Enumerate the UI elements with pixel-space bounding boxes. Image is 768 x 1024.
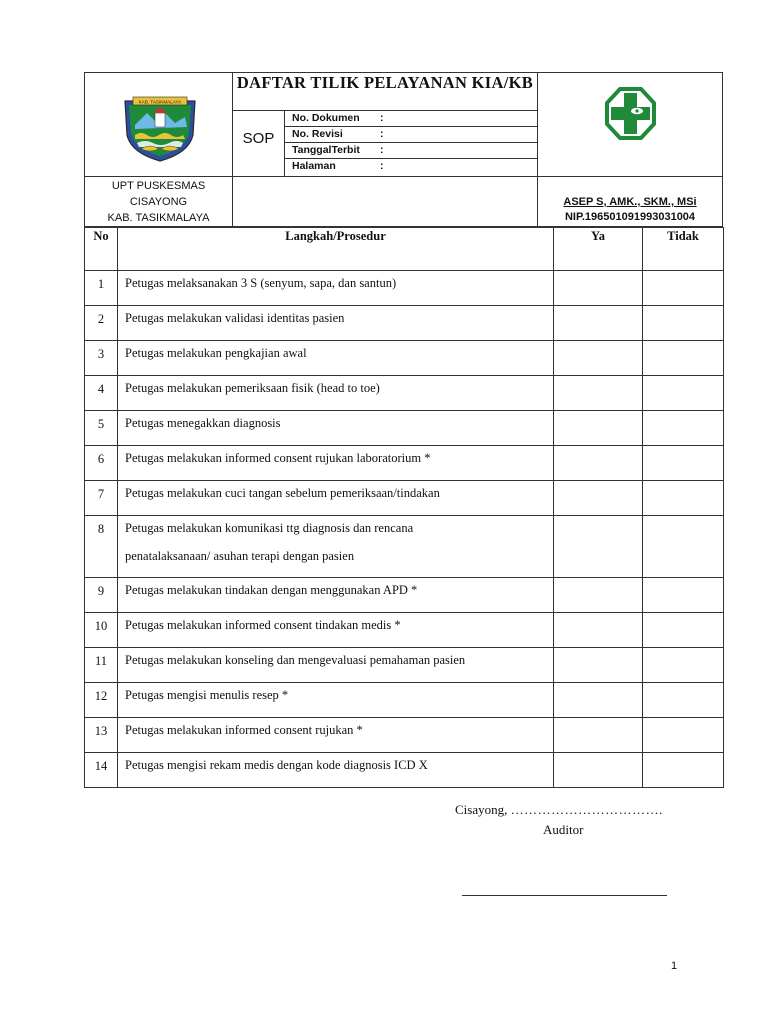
row-number: 3 [85,341,118,376]
ya-checkbox-cell[interactable] [554,753,643,788]
table-row [85,683,724,718]
table-row [85,613,724,648]
row-step [118,481,554,516]
field-colon: : [380,112,384,124]
row-number: 6 [85,446,118,481]
field-colon: : [380,128,384,140]
left-logo-cell [85,73,233,177]
row-step [118,613,554,648]
field-colon: : [380,144,384,156]
step-text: Petugas mengisi rekam medis dengan kode diagnosis ICD X [125,758,428,772]
row-step [118,271,554,306]
field-label: TanggalTerbit [292,144,360,156]
auditor-label: Auditor [543,822,584,837]
ya-checkbox-cell[interactable] [554,718,643,753]
signature-line[interactable] [462,895,667,896]
field-colon: : [380,160,384,172]
org-line: KAB. TASIKMALAYA [107,212,210,224]
field-tanggal-terbit [285,143,537,159]
ya-checkbox-cell[interactable] [554,578,643,613]
step-text: Petugas melakukan pemeriksaan fisik (head to toe) [125,381,380,395]
place-name: Cisayong, [455,802,508,817]
row-step [118,341,554,376]
tidak-checkbox-cell[interactable] [643,341,724,376]
step-text: Petugas melakukan cuci tangan sebelum pemeriksaan/tindakan [125,486,440,500]
tidak-checkbox-cell[interactable] [643,613,724,648]
table-row [85,516,724,578]
row-step [118,648,554,683]
row-step [118,516,554,578]
tidak-checkbox-cell[interactable] [643,446,724,481]
step-text: Petugas melakukan konseling dan mengevaluasi pemahaman pasien [125,653,466,667]
document-header [84,72,723,227]
signatory-name: ASEP S, AMK., SKM., MSi [563,196,697,208]
step-text-continued: penatalaksanaan/ asuhan terapi dengan pasien [125,549,355,563]
step-text: Petugas melakukan informed consent rujukan laboratorium * [125,451,431,465]
emblem-banner-text: KAB. TASIKMALAYA [138,99,182,105]
table-row [85,446,724,481]
table-row [85,481,724,516]
step-text: Petugas melakukan komunikasi ttg diagnosis dan rencana [125,521,414,535]
step-text: Petugas menegakkan diagnosis [125,416,281,430]
field-halaman [285,159,537,176]
tidak-checkbox-cell[interactable] [643,376,724,411]
ya-checkbox-cell[interactable] [554,516,643,578]
tidak-checkbox-cell[interactable] [643,516,724,578]
right-logo-cell [537,73,722,177]
step-text: Petugas melakukan validasi identitas pasien [125,311,345,325]
tasikmalaya-regency-emblem-icon [85,73,233,177]
ya-checkbox-cell[interactable] [554,341,643,376]
row-number: 7 [85,481,118,516]
tidak-checkbox-cell[interactable] [643,481,724,516]
tidak-checkbox-cell[interactable] [643,648,724,683]
row-step [118,753,554,788]
field-label: Halaman [292,160,336,172]
row-step [118,578,554,613]
ya-checkbox-cell[interactable] [554,613,643,648]
place-date-line [455,802,663,818]
row-number: 8 [85,516,118,578]
signatory-nip: NIP.196501091993031004 [564,211,696,223]
field-no-dokumen [285,111,537,127]
table-row [85,648,724,683]
tidak-checkbox-cell[interactable] [643,718,724,753]
organization-name [85,177,233,226]
row-number: 12 [85,683,118,718]
tidak-checkbox-cell[interactable] [643,683,724,718]
table-row [85,718,724,753]
row-step [118,718,554,753]
document-title: DAFTAR TILIK PELAYANAN KIA/KB [233,73,537,111]
field-label: No. Dokumen [292,112,360,124]
row-number: 5 [85,411,118,446]
date-placeholder-dots[interactable]: ……………………………. [510,802,663,817]
row-step [118,306,554,341]
ya-checkbox-cell[interactable] [554,481,643,516]
row-step [118,411,554,446]
row-number: 2 [85,306,118,341]
org-line: CISAYONG [129,196,188,208]
step-text: Petugas melaksanakan 3 S (senyum, sapa, dan santun) [125,276,397,290]
table-row [85,411,724,446]
document-fields [285,111,537,177]
tidak-checkbox-cell[interactable] [643,271,724,306]
table-row [85,341,724,376]
row-number: 1 [85,271,118,306]
ya-checkbox-cell[interactable] [554,306,643,341]
page-number: 1 [671,960,678,972]
field-label: No. Revisi [292,128,343,140]
table-row [85,578,724,613]
table-row [85,271,724,306]
step-text: Petugas melakukan informed consent rujukan * [125,723,363,737]
checklist-table [84,227,724,788]
puskesmas-cross-logo-icon [538,73,723,177]
tidak-checkbox-cell[interactable] [643,578,724,613]
row-number: 9 [85,578,118,613]
header-blank-cell [233,177,537,226]
ya-checkbox-cell[interactable] [554,446,643,481]
org-line: UPT PUSKESMAS [111,180,206,192]
ya-checkbox-cell[interactable] [554,411,643,446]
row-number: 11 [85,648,118,683]
row-number: 10 [85,613,118,648]
ya-checkbox-cell[interactable] [554,271,643,306]
table-row [85,753,724,788]
field-no-revisi [285,127,537,143]
column-header-ya: Ya [554,228,643,271]
row-step [118,683,554,718]
column-header-langkah: Langkah/Prosedur [118,228,554,271]
step-text: Petugas melakukan informed consent tindakan medis * [125,618,401,632]
table-row [85,306,724,341]
ya-checkbox-cell[interactable] [554,683,643,718]
tidak-checkbox-cell[interactable] [643,753,724,788]
row-step [118,376,554,411]
step-text: Petugas melakukan pengkajian awal [125,346,307,360]
tidak-checkbox-cell[interactable] [643,411,724,446]
ya-checkbox-cell[interactable] [554,648,643,683]
signatory-block [537,177,722,226]
ya-checkbox-cell[interactable] [554,376,643,411]
row-step [118,446,554,481]
column-header-no: No [85,228,118,271]
row-number: 4 [85,376,118,411]
step-text: Petugas melakukan tindakan dengan menggunakan APD * [125,583,418,597]
row-number: 13 [85,718,118,753]
table-row [85,376,724,411]
tidak-checkbox-cell[interactable] [643,306,724,341]
column-header-tidak: Tidak [643,228,724,271]
sop-label: SOP [233,111,285,177]
step-text: Petugas mengisi menulis resep * [125,688,289,702]
row-number: 14 [85,753,118,788]
table-header-row [85,228,724,271]
